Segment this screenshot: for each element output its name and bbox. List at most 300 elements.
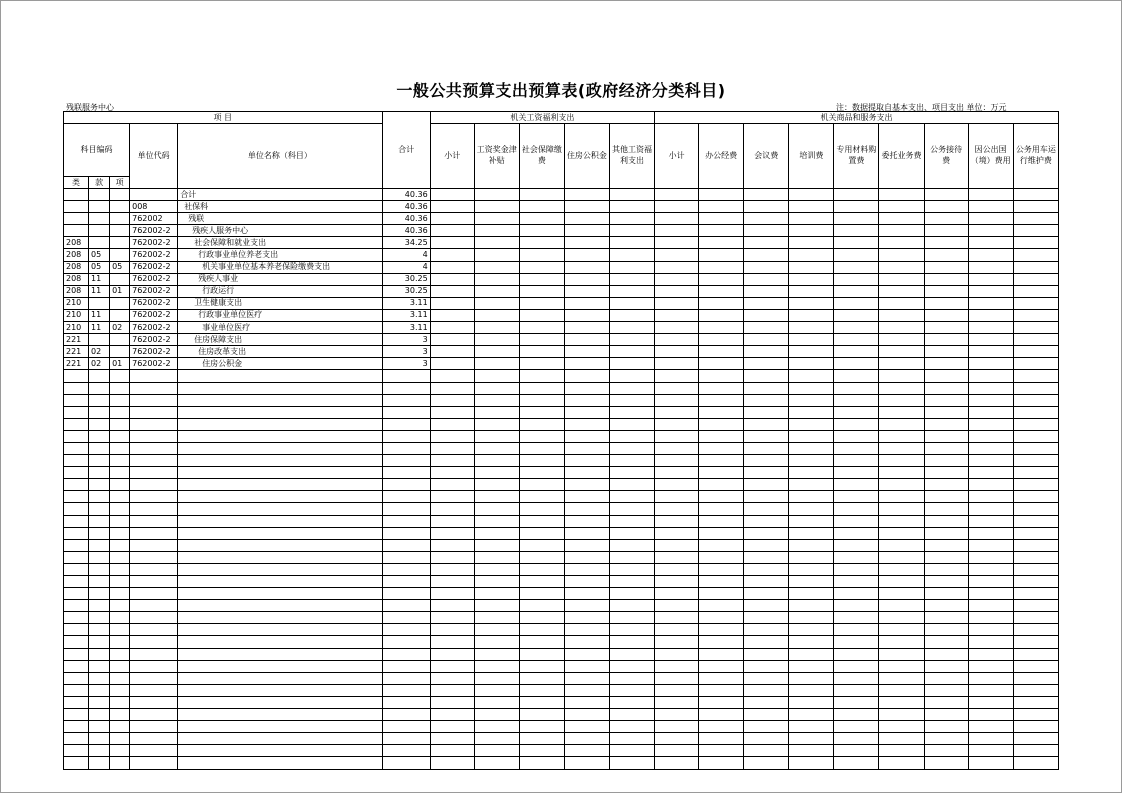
- cell-amount: [789, 563, 834, 575]
- cell-amount: [699, 745, 744, 757]
- cell-xiang: [110, 696, 130, 708]
- cell-unit-name: [178, 455, 382, 467]
- table-row: [64, 551, 1059, 563]
- cell-amount: [789, 539, 834, 551]
- cell-unit-code: [130, 600, 178, 612]
- table-row: [64, 273, 1059, 285]
- cell-total: 3: [382, 334, 430, 346]
- table-row: [64, 394, 1059, 406]
- cell-lei: [64, 551, 89, 563]
- cell-amount: [609, 612, 654, 624]
- cell-kuan: [89, 418, 110, 430]
- cell-lei: [64, 745, 89, 757]
- cell-amount: [879, 757, 924, 769]
- cell-amount: [699, 213, 744, 225]
- cell-xiang: [110, 491, 130, 503]
- cell-amount: [699, 563, 744, 575]
- cell-amount: [834, 503, 879, 515]
- cell-unit-name: [178, 406, 382, 418]
- cell-lei: [64, 430, 89, 442]
- cell-amount: [564, 721, 609, 733]
- cell-kuan: [89, 696, 110, 708]
- cell-amount: [564, 588, 609, 600]
- cell-amount: [968, 515, 1013, 527]
- cell-amount: [789, 225, 834, 237]
- cell-unit-code: [130, 539, 178, 551]
- cell-amount: [474, 334, 519, 346]
- cell-kuan: [89, 503, 110, 515]
- cell-amount: [430, 733, 474, 745]
- cell-total: 40.36: [382, 225, 430, 237]
- table-row: [64, 576, 1059, 588]
- cell-kuan: [89, 467, 110, 479]
- cell-amount: [609, 757, 654, 769]
- cell-amount: [430, 721, 474, 733]
- cell-amount: [834, 684, 879, 696]
- cell-amount: [744, 309, 789, 321]
- cell-amount: [789, 358, 834, 370]
- cell-amount: [968, 430, 1013, 442]
- cell-amount: [519, 297, 564, 309]
- cell-xiang: [110, 527, 130, 539]
- cell-xiang: [110, 394, 130, 406]
- cell-lei: 210: [64, 309, 89, 321]
- cell-xiang: [110, 515, 130, 527]
- header-kemu-bianma: 科目编码: [64, 124, 130, 177]
- cell-amount: [430, 322, 474, 334]
- cell-amount: [1013, 430, 1058, 442]
- cell-amount: [655, 358, 699, 370]
- cell-unit-code: [130, 442, 178, 454]
- header-xiang: 项: [110, 177, 130, 189]
- cell-amount: [430, 370, 474, 382]
- cell-amount: [699, 733, 744, 745]
- cell-total: [382, 733, 430, 745]
- header-group-gongzi: 机关工资福利支出: [430, 112, 654, 124]
- cell-amount: [744, 612, 789, 624]
- unit-note: 注：数据提取自基本支出、项目支出 单位：万元: [836, 103, 1007, 112]
- cell-amount: [564, 733, 609, 745]
- cell-amount: [430, 285, 474, 297]
- cell-amount: [655, 394, 699, 406]
- cell-amount: [474, 503, 519, 515]
- cell-amount: [744, 285, 789, 297]
- cell-amount: [564, 189, 609, 201]
- cell-unit-name: [178, 757, 382, 769]
- cell-kuan: [89, 624, 110, 636]
- header-danwei-daima: 单位代码: [130, 124, 178, 189]
- cell-unit-name: [178, 418, 382, 430]
- cell-amount: [879, 273, 924, 285]
- cell-amount: [655, 442, 699, 454]
- cell-amount: [924, 201, 968, 213]
- cell-amount: [519, 261, 564, 273]
- cell-amount: [879, 563, 924, 575]
- cell-amount: [789, 237, 834, 249]
- cell-amount: [1013, 515, 1058, 527]
- page-title: 一般公共预算支出预算表(政府经济分类科目): [396, 81, 726, 100]
- cell-amount: [699, 588, 744, 600]
- cell-amount: [609, 346, 654, 358]
- cell-amount: [564, 418, 609, 430]
- cell-kuan: [89, 721, 110, 733]
- cell-amount: [564, 636, 609, 648]
- cell-lei: 221: [64, 358, 89, 370]
- cell-amount: [474, 249, 519, 261]
- cell-amount: [834, 467, 879, 479]
- cell-lei: [64, 721, 89, 733]
- cell-unit-code: 762002-2: [130, 322, 178, 334]
- cell-unit-code: 762002-2: [130, 273, 178, 285]
- table-row: [64, 721, 1059, 733]
- cell-lei: [64, 733, 89, 745]
- cell-unit-code: [130, 551, 178, 563]
- cell-amount: [474, 551, 519, 563]
- cell-xiang: [110, 418, 130, 430]
- cell-amount: [655, 201, 699, 213]
- cell-amount: [699, 721, 744, 733]
- cell-amount: [789, 394, 834, 406]
- cell-amount: [609, 527, 654, 539]
- cell-amount: [609, 237, 654, 249]
- cell-kuan: [89, 430, 110, 442]
- cell-amount: [879, 733, 924, 745]
- cell-amount: [879, 576, 924, 588]
- cell-amount: [519, 346, 564, 358]
- cell-amount: [609, 225, 654, 237]
- cell-amount: [430, 309, 474, 321]
- cell-lei: [64, 394, 89, 406]
- cell-total: 3.11: [382, 309, 430, 321]
- cell-kuan: [89, 745, 110, 757]
- cell-amount: [834, 346, 879, 358]
- cell-amount: [924, 442, 968, 454]
- cell-amount: [879, 672, 924, 684]
- cell-amount: [699, 539, 744, 551]
- cell-amount: [564, 757, 609, 769]
- cell-amount: [879, 455, 924, 467]
- cell-kuan: [89, 237, 110, 249]
- cell-amount: [924, 261, 968, 273]
- cell-amount: [924, 563, 968, 575]
- cell-unit-name: [178, 745, 382, 757]
- cell-amount: [519, 273, 564, 285]
- cell-amount: [609, 334, 654, 346]
- cell-unit-code: 762002: [130, 213, 178, 225]
- cell-amount: [744, 237, 789, 249]
- cell-unit-code: [130, 576, 178, 588]
- cell-amount: [609, 684, 654, 696]
- table-row: [64, 588, 1059, 600]
- cell-amount: [744, 346, 789, 358]
- cell-amount: [474, 539, 519, 551]
- cell-amount: [924, 273, 968, 285]
- cell-amount: [1013, 745, 1058, 757]
- cell-unit-code: [130, 563, 178, 575]
- cell-unit-code: 762002-2: [130, 297, 178, 309]
- cell-amount: [474, 733, 519, 745]
- cell-amount: [474, 600, 519, 612]
- cell-amount: [1013, 600, 1058, 612]
- cell-amount: [655, 334, 699, 346]
- cell-amount: [1013, 382, 1058, 394]
- cell-amount: [564, 684, 609, 696]
- cell-amount: [1013, 709, 1058, 721]
- cell-amount: [968, 576, 1013, 588]
- cell-unit-name: [178, 588, 382, 600]
- cell-amount: [430, 515, 474, 527]
- cell-amount: [474, 672, 519, 684]
- cell-amount: [655, 346, 699, 358]
- cell-xiang: [110, 600, 130, 612]
- cell-amount: [474, 430, 519, 442]
- cell-amount: [1013, 757, 1058, 769]
- cell-amount: [655, 297, 699, 309]
- cell-total: [382, 430, 430, 442]
- cell-amount: [924, 757, 968, 769]
- cell-total: 3.11: [382, 322, 430, 334]
- cell-amount: [519, 358, 564, 370]
- cell-unit-code: [130, 588, 178, 600]
- cell-xiang: [110, 503, 130, 515]
- cell-amount: [699, 285, 744, 297]
- cell-amount: [968, 636, 1013, 648]
- cell-xiang: [110, 370, 130, 382]
- cell-amount: [699, 201, 744, 213]
- cell-amount: [609, 285, 654, 297]
- cell-unit-code: [130, 491, 178, 503]
- cell-xiang: [110, 442, 130, 454]
- cell-amount: [609, 539, 654, 551]
- cell-amount: [609, 189, 654, 201]
- cell-amount: [968, 249, 1013, 261]
- cell-amount: [474, 757, 519, 769]
- table-row: [64, 696, 1059, 708]
- cell-unit-name: [178, 442, 382, 454]
- cell-amount: [879, 636, 924, 648]
- cell-xiang: [110, 588, 130, 600]
- cell-amount: [744, 334, 789, 346]
- cell-unit-code: [130, 696, 178, 708]
- cell-amount: [474, 563, 519, 575]
- cell-amount: [744, 660, 789, 672]
- cell-amount: [474, 612, 519, 624]
- cell-amount: [879, 382, 924, 394]
- cell-unit-name: 行政事业单位医疗: [178, 309, 382, 321]
- cell-kuan: [89, 709, 110, 721]
- cell-amount: [564, 455, 609, 467]
- cell-lei: [64, 455, 89, 467]
- cell-amount: [655, 249, 699, 261]
- table-row: [64, 346, 1059, 358]
- cell-amount: [474, 515, 519, 527]
- cell-amount: [968, 503, 1013, 515]
- cell-amount: [655, 503, 699, 515]
- cell-kuan: [89, 213, 110, 225]
- cell-amount: [609, 249, 654, 261]
- cell-lei: 210: [64, 322, 89, 334]
- cell-lei: [64, 189, 89, 201]
- cell-amount: [1013, 696, 1058, 708]
- cell-kuan: [89, 648, 110, 660]
- cell-amount: [564, 406, 609, 418]
- cell-amount: [564, 479, 609, 491]
- cell-xiang: [110, 382, 130, 394]
- cell-xiang: [110, 225, 130, 237]
- cell-amount: [1013, 527, 1058, 539]
- cell-amount: [655, 636, 699, 648]
- cell-total: [382, 588, 430, 600]
- cell-amount: [564, 696, 609, 708]
- cell-amount: [474, 382, 519, 394]
- cell-unit-name: 行政运行: [178, 285, 382, 297]
- cell-amount: [474, 297, 519, 309]
- cell-amount: [609, 322, 654, 334]
- table-row: [64, 237, 1059, 249]
- cell-amount: [924, 467, 968, 479]
- cell-total: [382, 757, 430, 769]
- cell-amount: [744, 745, 789, 757]
- cell-amount: [655, 406, 699, 418]
- table-row: [64, 672, 1059, 684]
- cell-amount: [655, 273, 699, 285]
- cell-amount: [430, 745, 474, 757]
- cell-amount: [474, 442, 519, 454]
- cell-lei: [64, 527, 89, 539]
- cell-amount: [789, 309, 834, 321]
- cell-amount: [609, 563, 654, 575]
- cell-amount: [430, 201, 474, 213]
- cell-unit-name: [178, 636, 382, 648]
- cell-amount: [655, 213, 699, 225]
- cell-amount: [879, 709, 924, 721]
- header-col: 小计: [655, 124, 699, 189]
- cell-amount: [1013, 624, 1058, 636]
- cell-amount: [968, 322, 1013, 334]
- header-col: 社会保障缴费: [519, 124, 564, 189]
- table-row: [64, 261, 1059, 273]
- table-row: [64, 515, 1059, 527]
- cell-kuan: [89, 551, 110, 563]
- cell-lei: [64, 660, 89, 672]
- cell-kuan: [89, 382, 110, 394]
- cell-unit-code: 762002-2: [130, 309, 178, 321]
- cell-amount: [924, 406, 968, 418]
- cell-amount: [699, 576, 744, 588]
- cell-amount: [834, 237, 879, 249]
- cell-amount: [924, 684, 968, 696]
- cell-amount: [744, 503, 789, 515]
- cell-amount: [789, 745, 834, 757]
- cell-lei: [64, 684, 89, 696]
- cell-amount: [564, 297, 609, 309]
- cell-amount: [519, 201, 564, 213]
- cell-amount: [744, 563, 789, 575]
- table-row: [64, 322, 1059, 334]
- cell-amount: [474, 527, 519, 539]
- cell-amount: [699, 515, 744, 527]
- cell-amount: [744, 491, 789, 503]
- cell-amount: [564, 322, 609, 334]
- cell-unit-code: 762002-2: [130, 346, 178, 358]
- cell-amount: [744, 672, 789, 684]
- cell-amount: [564, 237, 609, 249]
- cell-amount: [968, 733, 1013, 745]
- cell-amount: [655, 370, 699, 382]
- cell-amount: [474, 418, 519, 430]
- cell-xiang: [110, 576, 130, 588]
- cell-unit-name: 行政事业单位养老支出: [178, 249, 382, 261]
- cell-amount: [519, 442, 564, 454]
- cell-total: [382, 382, 430, 394]
- cell-unit-name: 住房改革支出: [178, 346, 382, 358]
- cell-amount: [519, 588, 564, 600]
- cell-amount: [834, 297, 879, 309]
- cell-unit-name: [178, 370, 382, 382]
- cell-amount: [879, 297, 924, 309]
- cell-amount: [968, 563, 1013, 575]
- cell-xiang: [110, 479, 130, 491]
- cell-amount: [699, 684, 744, 696]
- cell-amount: [789, 467, 834, 479]
- cell-amount: [789, 757, 834, 769]
- cell-unit-code: [130, 757, 178, 769]
- cell-amount: [430, 430, 474, 442]
- cell-amount: [744, 189, 789, 201]
- cell-amount: [834, 588, 879, 600]
- cell-unit-code: [130, 672, 178, 684]
- cell-xiang: [110, 189, 130, 201]
- header-col: 培训费: [789, 124, 834, 189]
- cell-amount: [789, 624, 834, 636]
- cell-unit-name: [178, 660, 382, 672]
- cell-amount: [655, 672, 699, 684]
- cell-amount: [968, 309, 1013, 321]
- table-row: [64, 479, 1059, 491]
- cell-kuan: [89, 297, 110, 309]
- cell-amount: [519, 684, 564, 696]
- cell-amount: [789, 588, 834, 600]
- cell-amount: [789, 213, 834, 225]
- cell-amount: [744, 442, 789, 454]
- cell-amount: [1013, 588, 1058, 600]
- cell-amount: [789, 297, 834, 309]
- header-heji: 合计: [382, 112, 430, 189]
- cell-amount: [968, 479, 1013, 491]
- cell-amount: [655, 322, 699, 334]
- cell-kuan: [89, 406, 110, 418]
- cell-amount: [968, 285, 1013, 297]
- cell-amount: [655, 709, 699, 721]
- cell-lei: [64, 576, 89, 588]
- cell-amount: [519, 491, 564, 503]
- cell-total: [382, 491, 430, 503]
- cell-unit-code: [130, 382, 178, 394]
- cell-amount: [430, 576, 474, 588]
- cell-amount: [519, 733, 564, 745]
- cell-unit-name: [178, 709, 382, 721]
- cell-kuan: [89, 189, 110, 201]
- cell-total: [382, 467, 430, 479]
- cell-amount: [924, 539, 968, 551]
- cell-amount: [1013, 394, 1058, 406]
- cell-amount: [655, 309, 699, 321]
- cell-amount: [879, 745, 924, 757]
- unit-label: 残联服务中心: [66, 103, 114, 112]
- header-col: 公务用车运行维护费: [1013, 124, 1058, 189]
- cell-lei: [64, 406, 89, 418]
- cell-kuan: [89, 442, 110, 454]
